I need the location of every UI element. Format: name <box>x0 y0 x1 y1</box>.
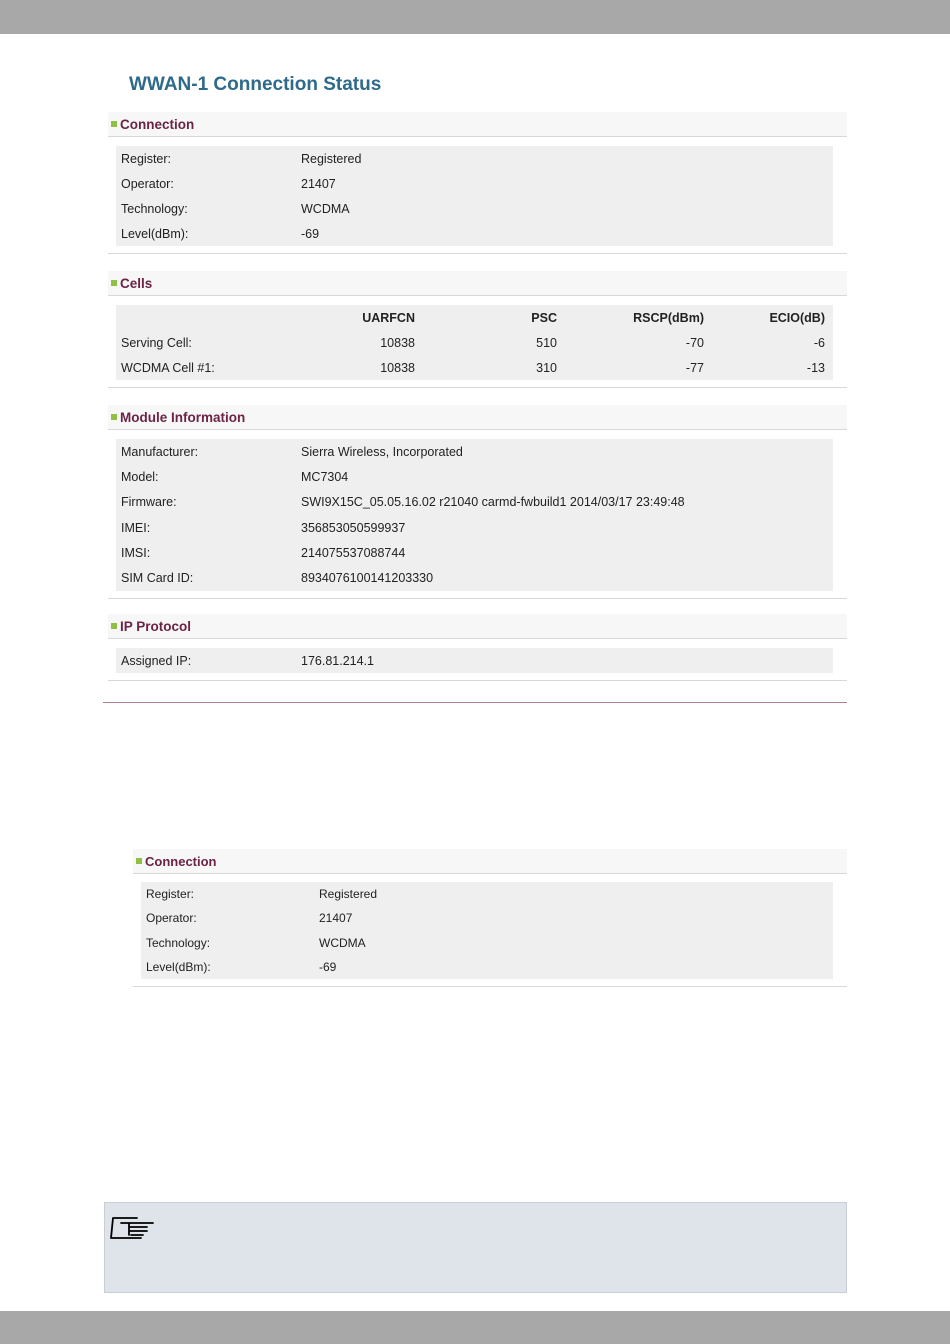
table-row <box>121 355 828 380</box>
row-label: Technology: <box>146 935 211 950</box>
table-row <box>121 565 828 590</box>
module-section <box>108 405 847 599</box>
row-label: Register: <box>121 151 172 166</box>
cell-value: -13 <box>806 360 825 375</box>
row-value: SWI9X15C_05.05.16.02 r21040 carmd-fwbuild1 2014/03/17 23:49:48 <box>301 495 685 510</box>
row-value: Registered <box>301 151 362 166</box>
table-row <box>121 196 828 221</box>
row-value: 21407 <box>301 176 336 191</box>
row-value: Registered <box>319 887 378 902</box>
section-divider <box>103 702 847 703</box>
row-value: MC7304 <box>301 469 349 484</box>
row-value: 214075537088744 <box>301 545 406 560</box>
row-value: Sierra Wireless, Incorporated <box>301 444 463 459</box>
bottom-bar <box>0 1311 950 1344</box>
row-label: SIM Card ID: <box>121 571 194 586</box>
connection-title: Connection <box>120 116 195 132</box>
bullet-icon <box>136 858 142 864</box>
table-row <box>146 955 828 979</box>
cells-title: Cells <box>120 275 153 291</box>
row-value: -69 <box>301 226 320 241</box>
row-label: Operator: <box>121 176 174 191</box>
row-label: Level(dBm): <box>146 960 211 975</box>
table-row <box>121 540 828 565</box>
table-row <box>121 439 828 464</box>
table-row <box>121 464 828 489</box>
column-header: ECIO(dB) <box>769 310 825 325</box>
top-bar <box>0 0 950 34</box>
row-label: Technology: <box>121 201 188 216</box>
table-row <box>121 221 828 246</box>
table-row <box>146 931 828 955</box>
cells-section <box>108 271 847 388</box>
cell-value: -77 <box>685 360 704 375</box>
column-header: UARFCN <box>362 310 415 325</box>
cell-value: 10838 <box>380 335 415 350</box>
row-label: IMSI: <box>121 545 151 560</box>
table-row <box>121 146 828 171</box>
connection-detail-header <box>133 849 847 874</box>
module-header <box>108 405 847 430</box>
table-row <box>121 330 828 355</box>
cell-value: 10838 <box>380 360 415 375</box>
table-row <box>121 171 828 196</box>
cell-label: Serving Cell: <box>121 335 192 350</box>
cells-header-row <box>121 305 828 330</box>
connection-detail-title: Connection <box>145 853 217 869</box>
bullet-icon <box>111 280 117 286</box>
table-row <box>121 648 828 673</box>
cells-header <box>108 271 847 296</box>
row-label: Level(dBm): <box>121 226 189 241</box>
ip-title: IP Protocol <box>120 618 192 634</box>
bullet-icon <box>111 121 117 127</box>
row-label: Operator: <box>146 911 197 926</box>
row-label: Model: <box>121 469 159 484</box>
table-row <box>121 515 828 540</box>
cell-value: -70 <box>685 335 704 350</box>
row-label: Assigned IP: <box>121 653 192 668</box>
row-value: -69 <box>319 960 337 975</box>
hand-pointer-icon <box>107 1214 155 1240</box>
connection-section <box>108 112 847 254</box>
row-value: WCDMA <box>301 201 350 216</box>
row-value: 21407 <box>319 911 353 926</box>
connection-detail-section <box>133 849 847 987</box>
row-value: WCDMA <box>319 935 366 950</box>
table-row <box>121 490 828 515</box>
cell-label: WCDMA Cell #1: <box>121 360 215 375</box>
row-value: 8934076100141203330 <box>301 571 434 586</box>
table-row <box>146 882 828 906</box>
table-row <box>146 906 828 930</box>
ip-header <box>108 614 847 639</box>
connection-header <box>108 112 847 137</box>
row-value: 356853050599937 <box>301 520 406 535</box>
bullet-icon <box>111 623 117 629</box>
module-title: Module Information <box>120 409 246 425</box>
row-label: Register: <box>146 887 195 902</box>
bullet-icon <box>111 414 117 420</box>
cell-value: 310 <box>536 360 557 375</box>
row-value: 176.81.214.1 <box>301 653 374 668</box>
column-header: RSCP(dBm) <box>633 310 704 325</box>
column-header: PSC <box>531 310 557 325</box>
cell-value: -6 <box>813 335 825 350</box>
row-label: Firmware: <box>121 495 177 510</box>
row-label: Manufacturer: <box>121 444 199 459</box>
page-title: WWAN-1 Connection Status <box>129 74 382 95</box>
row-label: IMEI: <box>121 520 151 535</box>
cell-value: 510 <box>536 335 557 350</box>
note-box <box>104 1202 847 1293</box>
ip-section <box>108 614 847 681</box>
